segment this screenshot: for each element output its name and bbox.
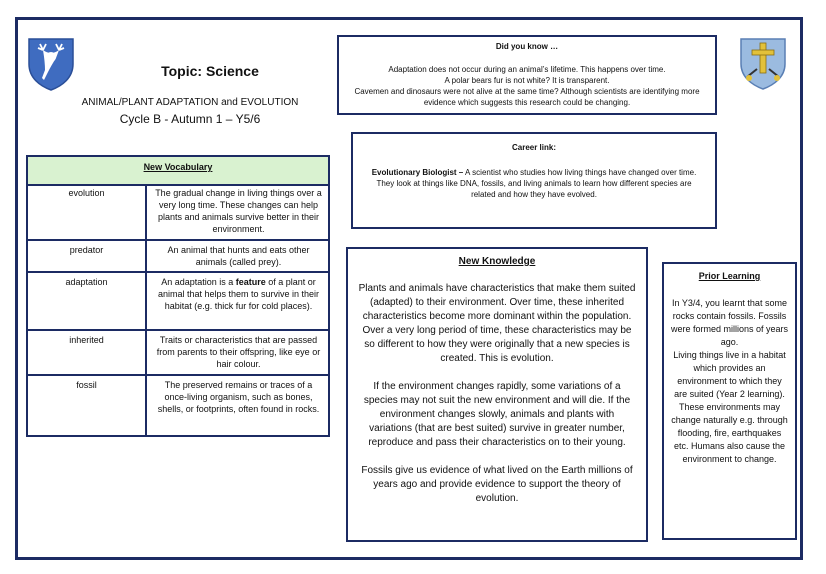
vocab-term: predator bbox=[28, 241, 147, 271]
table-row bbox=[28, 331, 328, 376]
new-knowledge-heading: New Knowledge bbox=[458, 256, 536, 267]
table-row bbox=[28, 184, 328, 241]
vocab-definition: An animal that hunts and eats other animals (called prey). bbox=[167, 245, 310, 267]
table-row bbox=[28, 376, 328, 435]
def-text: of a plant or animal that helps them to survive in their habitat (e.g. thick fur for cold places). bbox=[157, 277, 320, 311]
cycle-label: Cycle B - Autumn 1 – Y5/6 bbox=[119, 112, 261, 126]
vocabulary-table bbox=[26, 155, 330, 437]
career-title: Evolutionary Biologist – bbox=[371, 168, 464, 177]
knowledge-paragraph: Plants and animals have characteristics that make them suited (adapted) to their environment. Over time, these inherited characteristics become more dominant within the population. Over a very long period of time, these characteristics may be so different to how they were originally that a new species is created. This is evolution. bbox=[358, 283, 636, 364]
did-you-know-heading: Did you know … bbox=[495, 42, 559, 51]
def-text: An adaptation is a bbox=[161, 277, 236, 287]
career-link-box bbox=[351, 132, 717, 229]
stag-shield-icon bbox=[26, 36, 76, 92]
topic-subtitle: ANIMAL/PLANT ADAPTATION and EVOLUTION bbox=[81, 97, 299, 108]
def-bold: feature bbox=[235, 277, 266, 287]
fact-line: Cavemen and dinosaurs were not alive at the same time? Although scientists are identifying more evidence which suggests this research could be changing. bbox=[354, 87, 700, 107]
knowledge-paragraph: Fossils give us evidence of what lived on the Earth millions of years ago and provide evidence to support the theory of evolution. bbox=[361, 465, 633, 504]
vocab-term: adaptation bbox=[28, 273, 147, 329]
fact-line: A polar bears fur is not white? It is transparent. bbox=[444, 76, 610, 85]
prior-paragraph: These environments may change naturally e.g. through flooding, fire, earthquakes etc. Humans also cause the environment to change. bbox=[671, 402, 788, 464]
did-you-know-box bbox=[337, 35, 717, 115]
prior-learning-box bbox=[662, 262, 797, 540]
knowledge-paragraph: If the environment changes rapidly, some variations of a species may not suit the new environment and will die. If the environment changes slowly, animals and plants with variations (that are best suited) survive in greater number, reproduce and pass their characteristics on to their young. bbox=[363, 381, 631, 448]
table-row bbox=[28, 241, 328, 273]
career-description: A scientist who studies how living things have changed over time. They look at things like DNA, fossils, and living animals to learn how different species are related and how they have evolved. bbox=[376, 168, 697, 199]
vocab-definition: The preserved remains or traces of a once-living organism, such as bones, shells, or footprints, often found in rocks. bbox=[157, 380, 320, 414]
prior-learning-heading: Prior Learning bbox=[698, 271, 761, 281]
vocabulary-heading: New Vocabulary bbox=[28, 157, 328, 186]
fact-line: Adaptation does not occur during an animal’s lifetime. This happens over time. bbox=[388, 65, 666, 74]
career-text bbox=[367, 167, 701, 200]
prior-paragraph: Living things live in a habitat which provides an environment to which they are suited (Year 2 learning). bbox=[673, 350, 786, 399]
page-title: Topic: Science bbox=[161, 63, 259, 79]
career-heading: Career link: bbox=[511, 143, 557, 152]
new-knowledge-box bbox=[346, 247, 648, 542]
vocab-definition bbox=[149, 273, 328, 329]
prior-paragraph: In Y3/4, you learnt that some rocks contain fossils. Fossils were formed millions of years ago. bbox=[670, 298, 789, 347]
cross-shield-icon bbox=[739, 37, 787, 91]
vocab-term: evolution bbox=[28, 184, 147, 239]
vocab-term: inherited bbox=[28, 331, 147, 374]
table-row bbox=[28, 273, 328, 331]
vocab-definition: Traits or characteristics that are passed from parents to their offspring, like eye or hair colour. bbox=[156, 335, 321, 369]
vocab-term: fossil bbox=[28, 376, 147, 435]
vocab-definition: The gradual change in living things over a very long time. These changes can help plants and animals survive better in their environment. bbox=[155, 188, 322, 234]
